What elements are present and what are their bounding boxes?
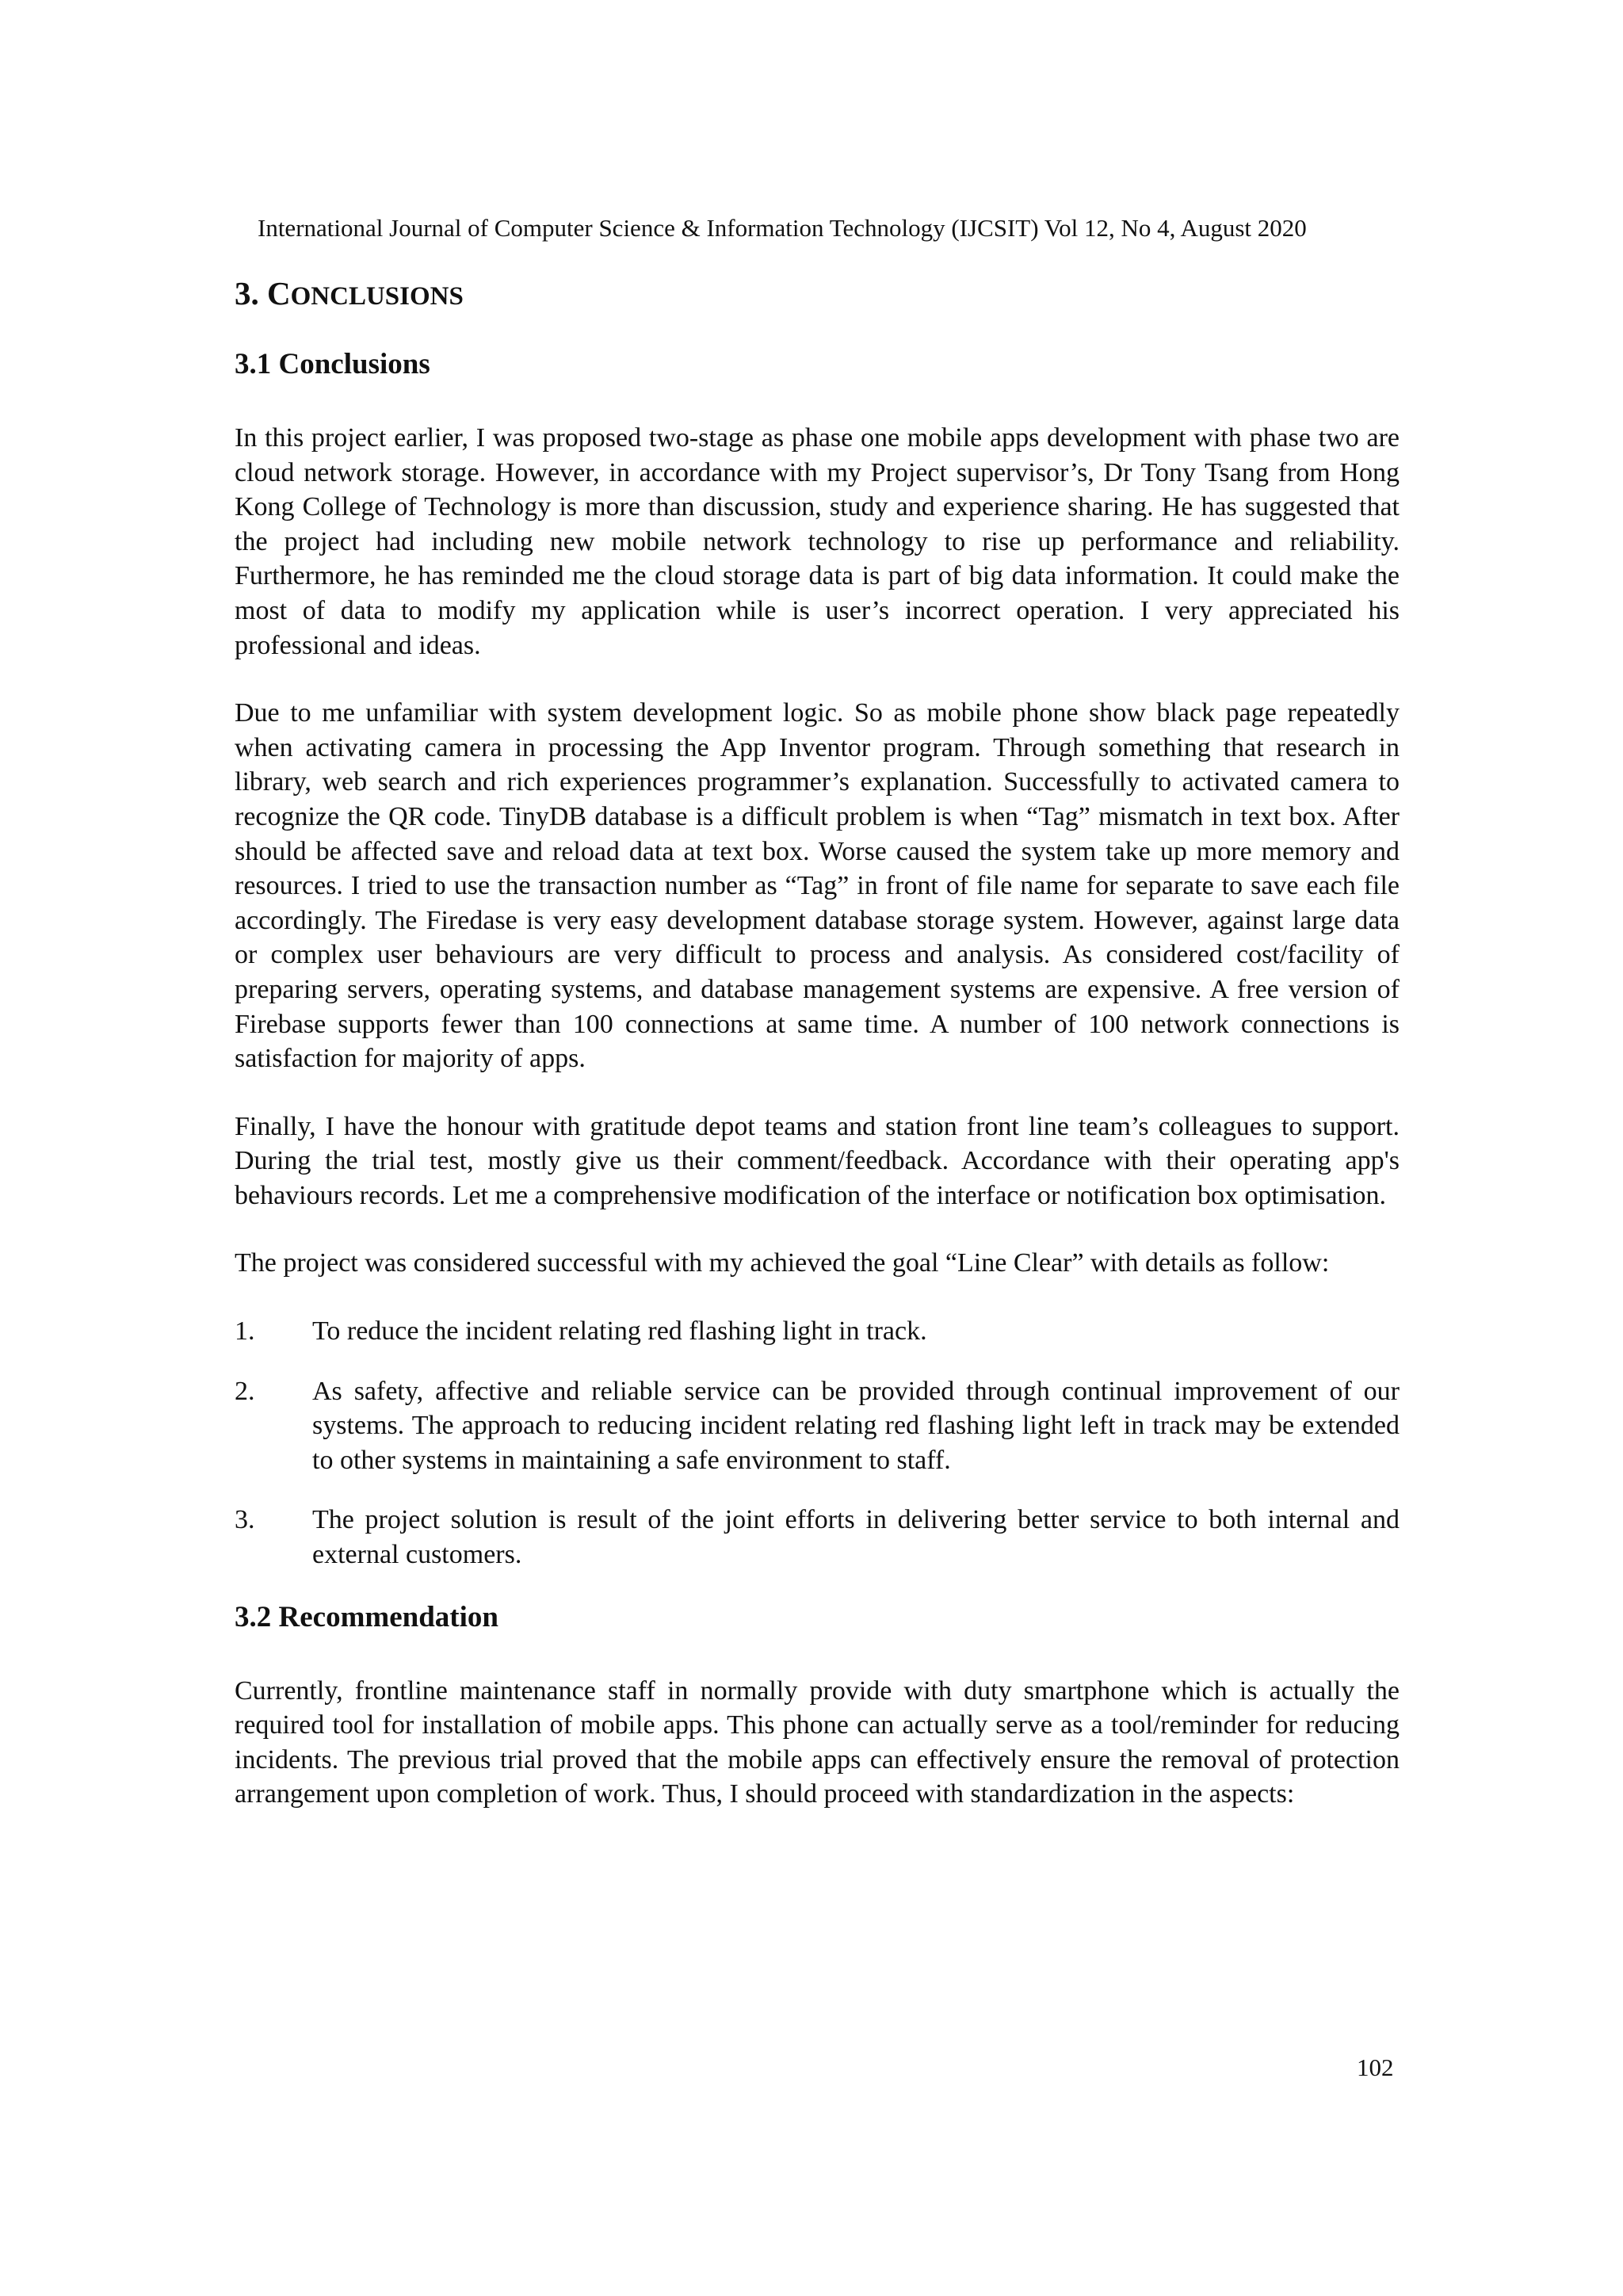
page-content bbox=[235, 272, 1400, 1845]
list-item bbox=[235, 1314, 1400, 1349]
list-item-text: To reduce the incident relating red flashing light in track. bbox=[312, 1316, 927, 1347]
list-item bbox=[235, 1503, 1400, 1572]
list-item-number: 1. bbox=[235, 1316, 255, 1347]
list-item-text: As safety, affective and reliable service can be provided through continual improvement of our systems. The approach to reducing incident relating red flashing light left in track may be extended to other systems in maintaining a safe environment to staff. bbox=[312, 1376, 1400, 1475]
paragraph-acknowledgements: Finally, I have the honour with gratitude depot teams and station front line team’s colleagues to support. During the trial test, mostly give us their comment/feedback. Accordance with their operating app's behaviours records. Let me a comprehensive modification of the interface or notification box optimisation. bbox=[235, 1111, 1400, 1210]
paragraph-development-challenges: Due to me unfamiliar with system development logic. So as mobile phone show black page repeatedly when activating camera in processing the App Inventor program. Through something that research in library, web search and rich experiences programmer’s explanation. Successfully to activated camera to recognize the QR code. TinyDB database is a difficult problem is when “Tag” mismatch in text box. After should be affected save and reload data at text box. Worse caused the system take up more memory and resources. I tried to use the transaction number as “Tag” in front of file name for separate to save each file accordingly. The Firedase is very easy development database storage system. However, against large data or complex user behaviours are very difficult to process and analysis. As considered cost/facility of preparing servers, operating systems, and database management systems are expensive. A free version of Firebase supports fewer than 100 connections at same time. A number of 100 network connections is satisfaction for majority of apps. bbox=[235, 698, 1400, 1074]
paragraph-project-overview: In this project earlier, I was proposed two-stage as phase one mobile apps development with phase two are cloud network storage. However, in accordance with my Project supervisor’s, Dr Tony Tsang from Hong Kong College of Technology is more than discussion, study and experience sharing. He has suggested that the project had including new mobile network technology to rise up performance and reliability. Furthermore, he has reminded me the cloud storage data is part of big data information. It could make the most of data to modify my application while is user’s incorrect operation. I very appreciated his professional and ideas. bbox=[235, 423, 1400, 660]
section-heading-number: 3. C bbox=[235, 275, 291, 311]
subsection-heading-recommendation: 3.2 Recommendation bbox=[235, 1600, 498, 1633]
paragraph-recommendation: Currently, frontline maintenance staff in normally provide with duty smartphone which is actually the required tool for installation of mobile apps. This phone can actually serve as a tool/reminder for reducing incidents. The previous trial proved that the mobile apps can effectively ensure the removal of protection arrangement upon completion of work. Thus, I should proceed with standardization in the aspects: bbox=[235, 1675, 1400, 1809]
goal-list bbox=[235, 1314, 1400, 1572]
section-heading bbox=[235, 272, 1400, 318]
paragraph-goal-intro: The project was considered successful with my achieved the goal “Line Clear” with details as follow: bbox=[235, 1248, 1330, 1278]
section-heading-smallcaps: ONCLUSIONS bbox=[290, 282, 464, 311]
list-item-number: 2. bbox=[235, 1376, 255, 1406]
list-item bbox=[235, 1374, 1400, 1478]
list-item-number: 3. bbox=[235, 1505, 255, 1535]
running-header: International Journal of Computer Science & Information Technology (IJCSIT) Vol 12, No 4, August 2020 bbox=[258, 214, 1307, 242]
list-item-text: The project solution is result of the joint efforts in delivering better service to both internal and external customers. bbox=[312, 1505, 1400, 1570]
page-number: 102 bbox=[1357, 2053, 1394, 2081]
subsection-heading-conclusions: 3.1 Conclusions bbox=[235, 348, 430, 380]
